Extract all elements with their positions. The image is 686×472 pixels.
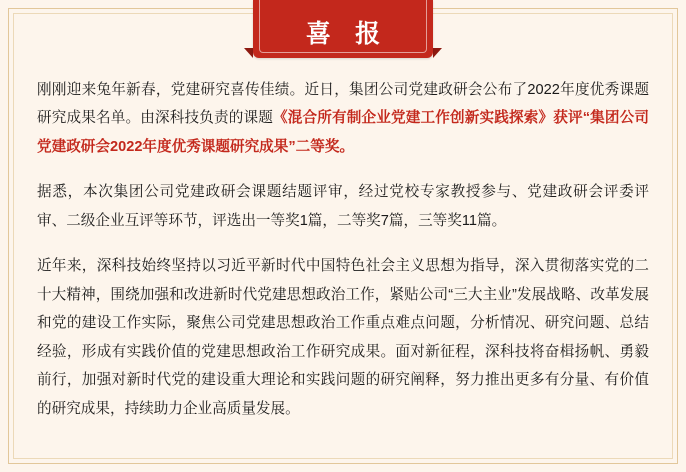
paragraph-1	[37, 76, 649, 161]
paragraph-3	[37, 252, 649, 423]
paragraph-3-segment-normal: 近年来，深科技始终坚持以习近平新时代中国特色社会主义思想为指导，深入贯彻落实党的二十大精神，围绕加强和改进新时代党建思想政治工作，紧贴公司“三大主业”发展战略、改革发展和党的建设工作实际，聚焦公司党建思想政治工作重点难点问题，分析情况、研究问题、总结经验，形成有实践价值的党建思想政治工作研究成果。面对新征程，深科技将奋楫扬帆、勇毅前行，加强对新时代党的建设重大理论和实践问题的研究阐释，努力推出更多有分量、有价值的研究成果，持续助力企业高质量发展。	[37, 258, 649, 417]
paragraph-1-segment-highlight: 《混合所有制企业党建工作创新实践探索》获评“集团公司党建政研会2022年度优秀课题研究成果”二等奖。	[37, 110, 649, 155]
paragraph-2	[37, 178, 649, 235]
article-body	[13, 58, 673, 423]
banner-title: 喜 报	[305, 21, 390, 48]
banner-wing-left	[244, 48, 253, 58]
paragraph-2-segment-normal: 据悉，本次集团公司党建政研会课题结题评审，经过党校专家教授参与、党建政研会评委评审、二级企业互评等环节，评选出一等奖1篇，二等奖7篇，三等奖11篇。	[37, 184, 649, 229]
banner-wing-right	[433, 48, 442, 58]
headline-banner	[253, 0, 433, 58]
paragraph-1-segment-normal: 刚刚迎来兔年新春，党建研究喜传佳绩。近日，集团公司党建政研会公布了2022年度优秀课题研究成果名单。由深科技负责的课题	[37, 82, 649, 127]
